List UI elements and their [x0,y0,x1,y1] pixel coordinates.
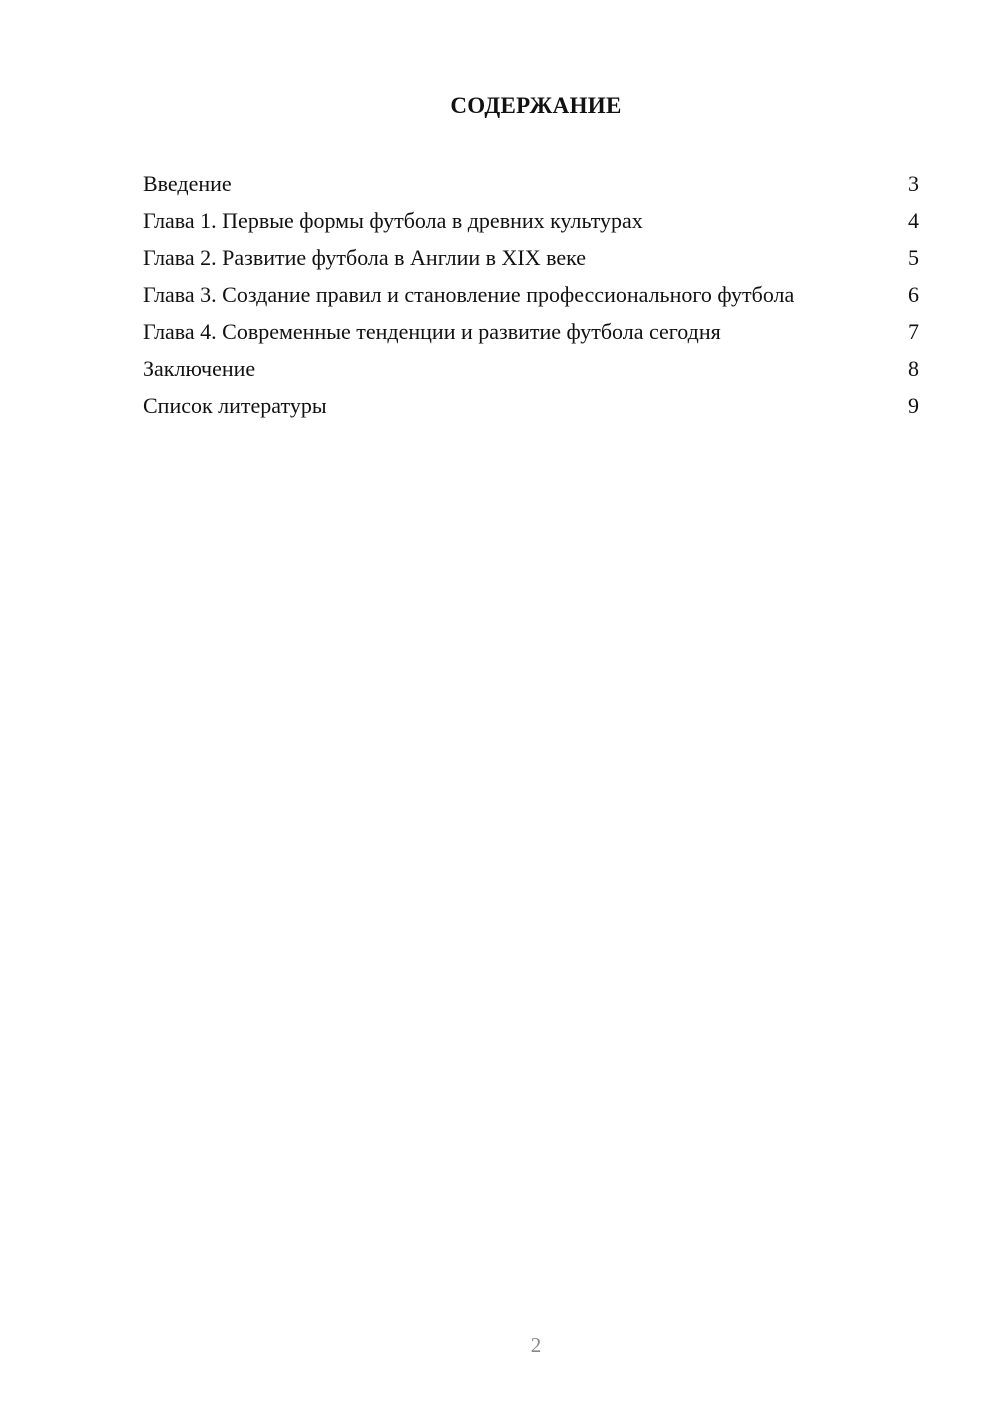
toc-entry-page: 5 [908,245,919,270]
toc-entry [143,170,919,197]
toc-entry-page: 4 [908,208,919,233]
toc-entry-title: Введение [143,171,232,196]
toc-entry-title: Глава 1. Первые формы футбола в древних культурах [143,208,643,233]
toc-entry-title: Глава 3. Создание правил и становление профессионального футбола [143,282,795,307]
toc-entry-title: Глава 4. Современные тенденции и развитие футбола сегодня [143,319,721,344]
toc-entry-page: 6 [908,282,919,307]
toc-entry-page: 3 [908,171,919,196]
toc-entry-title: Глава 2. Развитие футбола в Англии в XIX веке [143,245,587,270]
toc-entry-page: 8 [908,356,919,381]
toc-entry-page: 7 [908,319,919,344]
toc-entry [143,281,919,308]
page-number: 2 [530,1333,542,1357]
toc-entry [143,207,919,234]
toc-entry-title: Заключение [143,356,256,381]
toc-entry [143,318,919,345]
toc-entry [143,355,919,382]
toc-entry-title: Список литературы [143,393,327,418]
toc-entry [143,244,919,271]
page-title: СОДЕРЖАНИЕ [450,93,622,118]
toc-entry [143,392,919,419]
toc-entry-page: 9 [908,393,919,418]
table-of-contents [143,170,919,429]
